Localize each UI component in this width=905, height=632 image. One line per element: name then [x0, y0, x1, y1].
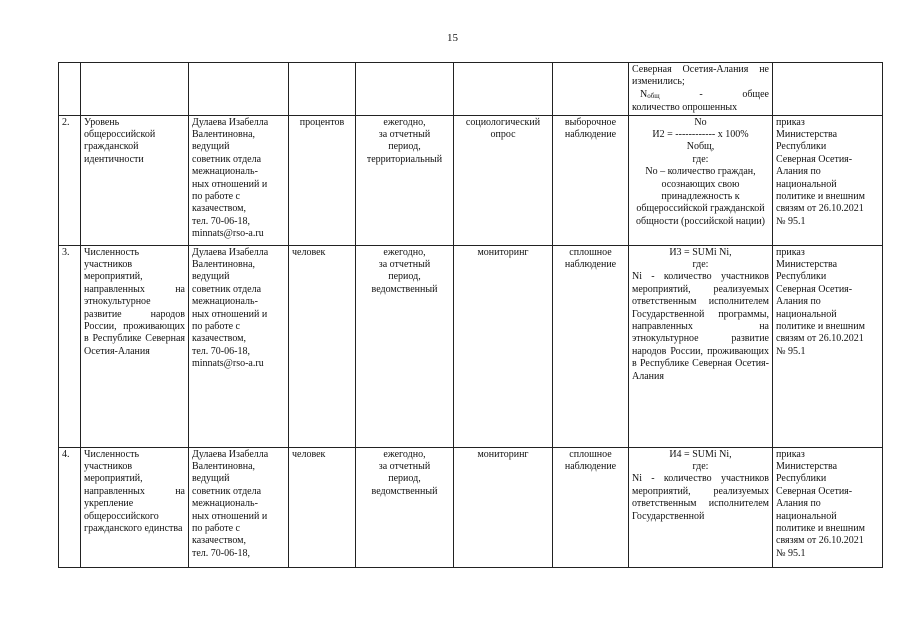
formula-expression: И2 = ------------ х 100%	[652, 129, 749, 141]
table-row	[59, 447, 883, 567]
sample-line: наблюдение	[564, 129, 617, 141]
responsible-line: казачеством,	[192, 203, 246, 215]
doc-line: связям от 26.10.2021	[776, 333, 864, 345]
cell-source-document	[773, 245, 883, 447]
responsible-line: тел. 70-06-18,	[192, 215, 250, 227]
responsible-line: Дулаева Изабелла	[192, 116, 269, 128]
doc-line: национальной	[776, 308, 837, 320]
method-line: социологический	[465, 116, 541, 128]
n-total-dash: -	[699, 88, 703, 100]
period-line: за отчетный	[378, 129, 431, 141]
cell-source-document	[773, 115, 883, 245]
doc-line: политике и внешним	[776, 321, 865, 333]
period-line: ежегодно,	[383, 448, 426, 460]
cell-empty	[454, 63, 553, 116]
doc-line: Министерства	[776, 259, 838, 271]
responsible-line: советник отдела	[192, 485, 262, 497]
cell-empty	[289, 63, 356, 116]
doc-line: приказ	[776, 116, 805, 128]
table-row	[59, 115, 883, 245]
formula-expression: И4 = SUMi Ni,	[669, 448, 732, 460]
formula-where: где:	[692, 259, 709, 271]
formula-continuation-text: Северная Осетия-Алания не изменились;	[632, 64, 769, 88]
indicators-table	[58, 62, 883, 568]
sample-line: наблюдение	[564, 461, 617, 473]
doc-line: № 95.1	[776, 215, 806, 227]
doc-line: Республики	[776, 141, 827, 153]
cell-formula-continuation	[629, 63, 773, 116]
cell-empty	[553, 63, 629, 116]
responsible-line: межнациональ-	[192, 166, 258, 178]
cell-collection-method	[454, 115, 553, 245]
cell-unit: человек	[289, 447, 356, 567]
cell-indicator-name: Уровень общероссийской гражданской идентичности	[81, 115, 189, 245]
period-line: ведомственный	[371, 485, 438, 497]
formula-where: где:	[692, 461, 709, 473]
table-row-continuation	[59, 63, 883, 116]
cell-empty	[773, 63, 883, 116]
sample-line: наблюдение	[564, 259, 617, 271]
cell-indicator-name: Численность участников мероприятий, направленных на укрепление общероссийского гражданского единства	[81, 447, 189, 567]
period-line: период,	[388, 141, 421, 153]
responsible-line: по работе с	[192, 191, 240, 203]
responsible-line: советник отдела	[192, 283, 262, 295]
responsible-email: minnats@rso-a.ru	[192, 228, 264, 240]
method-line: опрос	[490, 129, 516, 141]
period-line: период,	[388, 271, 421, 283]
doc-line: Республики	[776, 271, 827, 283]
doc-line: связям от 26.10.2021	[776, 203, 864, 215]
cell-periodicity	[356, 115, 454, 245]
doc-line: Республики	[776, 473, 827, 485]
cell-collection-method	[454, 447, 553, 567]
cell-periodicity	[356, 447, 454, 567]
responsible-line: Дулаева Изабелла	[192, 448, 269, 460]
table-row	[59, 245, 883, 447]
cell-formula	[629, 245, 773, 447]
period-line: ведомственный	[371, 283, 438, 295]
cell-empty	[81, 63, 189, 116]
method-line: мониторинг	[477, 448, 529, 460]
responsible-line: по работе с	[192, 321, 240, 333]
formula-numerator: No	[694, 116, 707, 128]
period-line: территориальный	[366, 153, 443, 165]
doc-line: приказ	[776, 246, 805, 258]
doc-line: Северная Осетия-	[776, 485, 853, 497]
sample-line: сплошное	[569, 246, 612, 258]
formula-explanation: Ni - количество участников мероприятий, реализуемых ответственным исполнителем Государственной программы, направленных на этнокультурное развитие народов России, проживающих в Республике Северная Осетия-Алания	[632, 271, 769, 382]
doc-line: Алания по	[776, 498, 821, 510]
period-line: период,	[388, 473, 421, 485]
responsible-line: тел. 70-06-18,	[192, 345, 250, 357]
doc-line: № 95.1	[776, 345, 806, 357]
responsible-line: казачеством,	[192, 535, 246, 547]
responsible-line: ных отношений и	[192, 510, 268, 522]
doc-line: Алания по	[776, 296, 821, 308]
cell-formula	[629, 115, 773, 245]
cell-row-number: 4.	[59, 447, 81, 567]
cell-empty	[356, 63, 454, 116]
cell-observation-type	[553, 447, 629, 567]
page-number: 15	[447, 32, 458, 44]
formula-where: где:	[692, 153, 709, 165]
period-line: за отчетный	[378, 461, 431, 473]
cell-responsible	[189, 115, 289, 245]
responsible-line: межнациональ-	[192, 498, 258, 510]
doc-line: Министерства	[776, 129, 838, 141]
n-total-tail: количество опрошенных	[632, 102, 738, 114]
cell-row-number: 3.	[59, 245, 81, 447]
method-line: мониторинг	[477, 246, 529, 258]
responsible-line: ных отношений и	[192, 308, 268, 320]
doc-line: Северная Осетия-	[776, 283, 853, 295]
doc-line: политике и внешним	[776, 191, 865, 203]
n-total-letter: N	[640, 88, 648, 100]
formula-expression: И3 = SUMi Ni,	[669, 246, 732, 258]
responsible-line: ведущий	[192, 271, 230, 283]
responsible-line: советник отдела	[192, 153, 262, 165]
responsible-line: ных отношений и	[192, 178, 268, 190]
sample-line: выборочное	[564, 116, 617, 128]
cell-collection-method	[454, 245, 553, 447]
cell-empty	[59, 63, 81, 116]
period-line: ежегодно,	[383, 116, 426, 128]
cell-responsible	[189, 245, 289, 447]
doc-line: Министерства	[776, 461, 838, 473]
cell-unit: человек	[289, 245, 356, 447]
responsible-line: Валентиновна,	[192, 461, 256, 473]
doc-line: связям от 26.10.2021	[776, 535, 864, 547]
doc-line: приказ	[776, 448, 805, 460]
responsible-line: межнациональ-	[192, 296, 258, 308]
sample-line: сплошное	[569, 448, 612, 460]
period-line: ежегодно,	[383, 246, 426, 258]
doc-line: Северная Осетия-	[776, 153, 853, 165]
responsible-line: казачеством,	[192, 333, 246, 345]
responsible-line: Валентиновна,	[192, 259, 256, 271]
responsible-line: Дулаева Изабелла	[192, 246, 269, 258]
doc-line: Алания по	[776, 166, 821, 178]
cell-source-document	[773, 447, 883, 567]
cell-observation-type	[553, 115, 629, 245]
formula-explanation: No – количество граждан, осознающих свою принадлежность к общероссийской гражданской общности (российской нации)	[635, 166, 766, 227]
cell-row-number: 2.	[59, 115, 81, 245]
doc-line: национальной	[776, 178, 837, 190]
responsible-line: Валентиновна,	[192, 129, 256, 141]
n-total-word: общее	[742, 88, 769, 100]
doc-line: национальной	[776, 510, 837, 522]
responsible-line: ведущий	[192, 473, 230, 485]
cell-unit: процентов	[289, 115, 356, 245]
doc-line: № 95.1	[776, 547, 806, 559]
responsible-line: тел. 70-06-18,	[192, 547, 250, 559]
cell-indicator-name: Численность участников мероприятий, направленных на этнокультурное развитие народов России, проживающих в Республике Северная Осетия-Алания	[81, 245, 189, 447]
formula-denominator: Nобщ,	[686, 141, 715, 153]
n-total-symbol	[632, 89, 660, 102]
n-total-subscript: общ	[647, 91, 660, 100]
cell-formula	[629, 447, 773, 567]
responsible-line: ведущий	[192, 141, 230, 153]
cell-observation-type	[553, 245, 629, 447]
formula-explanation: Ni - количество участников мероприятий, реализуемых ответственным исполнителем Государственной	[632, 473, 769, 522]
formula-n-total-line	[632, 89, 769, 102]
period-line: за отчетный	[378, 259, 431, 271]
responsible-email: minnats@rso-a.ru	[192, 358, 264, 370]
cell-periodicity	[356, 245, 454, 447]
responsible-line: по работе с	[192, 523, 240, 535]
doc-line: политике и внешним	[776, 523, 865, 535]
cell-responsible	[189, 447, 289, 567]
cell-empty	[189, 63, 289, 116]
